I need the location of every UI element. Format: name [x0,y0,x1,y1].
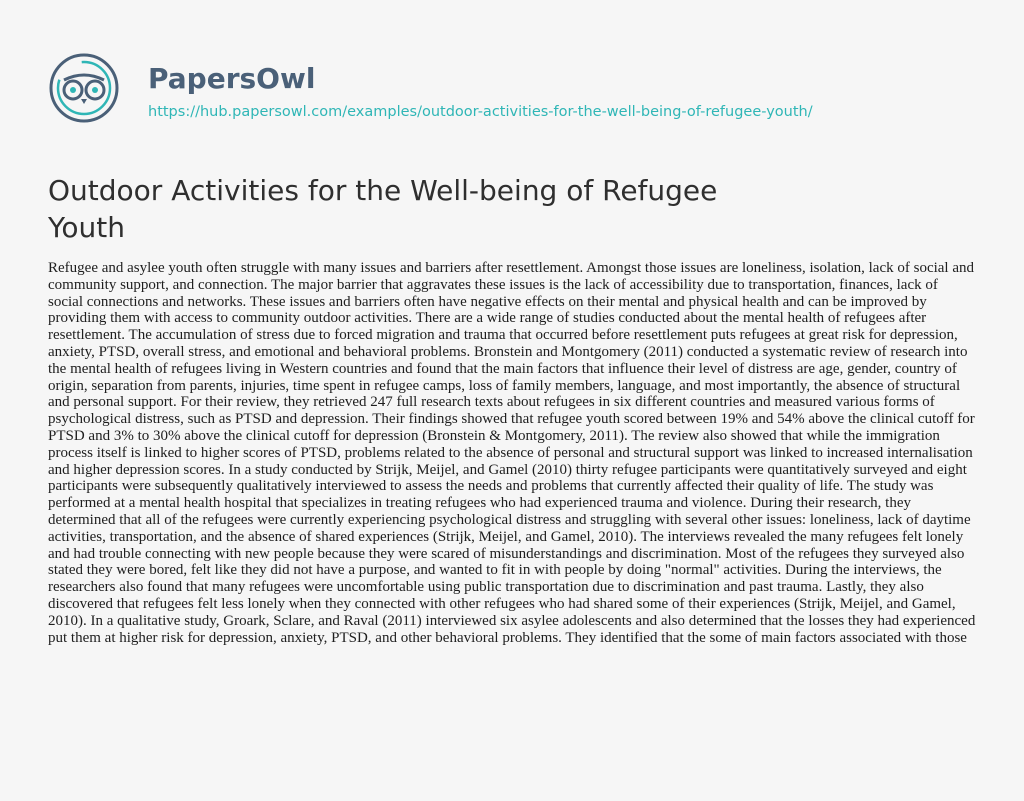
article-title: Outdoor Activities for the Well-being of Refugee Youth [48,174,718,244]
brand-block [148,52,813,120]
brand-name: PapersOwl [148,62,316,95]
owl-logo-icon [48,52,120,124]
article-body: Refugee and asylee youth often struggle with many issues and barriers after resettlement. Amongst those issues are loneliness, isolation, lack of social and community support, and connection. The major barrier that aggravates these issues is the lack of accessibility due to transportation, finances, lack of social connections and networks. These issues and barriers often have negative effects on their mental and physical health and can be improved by providing them with access to community outdoor activities. There are a wide range of studies conducted about the mental health of refugees after resettlement. The accumulation of stress due to forced migration and trauma that occurred before resettlement puts refugees at great risk for depression, anxiety, PTSD, overall stress, and emotional and behavioral problems. Bronstein and Montgomery (2011) conducted a systematic review of research into the mental health of refugees living in Western countries and found that the main factors that influence their level of distress are age, gender, country of origin, separation from parents, injuries, time spent in refugee camps, loss of family members, language, and most importantly, the absence of structural and personal support. For their review, they retrieved 247 full research texts about refugees in six different countries and measured various forms of psychological distress, such as PTSD and depression. Their findings showed that refugee youth scored between 19% and 54% above the clinical cutoff for PTSD and 3% to 30% above the clinical cutoff for depression (Bronstein & Montgomery, 2011). The review also showed that while the immigration process itself is linked to higher scores of PTSD, problems related to the absence of personal and structural support was linked to increased internalisation and higher depression scores. In a study conducted by Strijk, Meijel, and Gamel (2010) thirty refugee participants were quantitatively surveyed and eight participants were subsequently qualitatively interviewed to assess the needs and problems that currently affected their quality of life. The study was performed at a mental health hospital that specializes in treating refugees who had experienced trauma and violence. During their research, they determined that all of the refugees were currently experiencing psychological distress and struggling with several other issues: loneliness, lack of daytime activities, transportation, and the absence of shared experiences (Strijk, Meijel, and Gamel, 2010). The interviews revealed the many refugees felt lonely and had trouble connecting with new people because they were scared of misunderstandings and discrimination. Most of the refugees they surveyed also stated they were bored, felt like they did not have a purpose, and wanted to fit in with people by doing "normal" activities. During the interviews, the researchers also found that many refugees were uncomfortable using public transportation due to discrimination and past trauma. Lastly, they also discovered that refugees felt less lonely when they connected with other refugees who had shared some of their experiences (Strijk, Meijel, and Gamel, 2010). In a qualitative study, Groark, Sclare, and Raval (2011) interviewed six asylee adolescents and also determined that the losses they had experienced put them at higher risk for depression, anxiety, PTSD, and other behavioral problems. They identified that the some of main factors associated with those [48,260,976,646]
source-url-link[interactable]: https://hub.papersowl.com/examples/outdoor-activities-for-the-well-being-of-refugee-youth/ [148,104,813,120]
site-header [48,52,813,142]
